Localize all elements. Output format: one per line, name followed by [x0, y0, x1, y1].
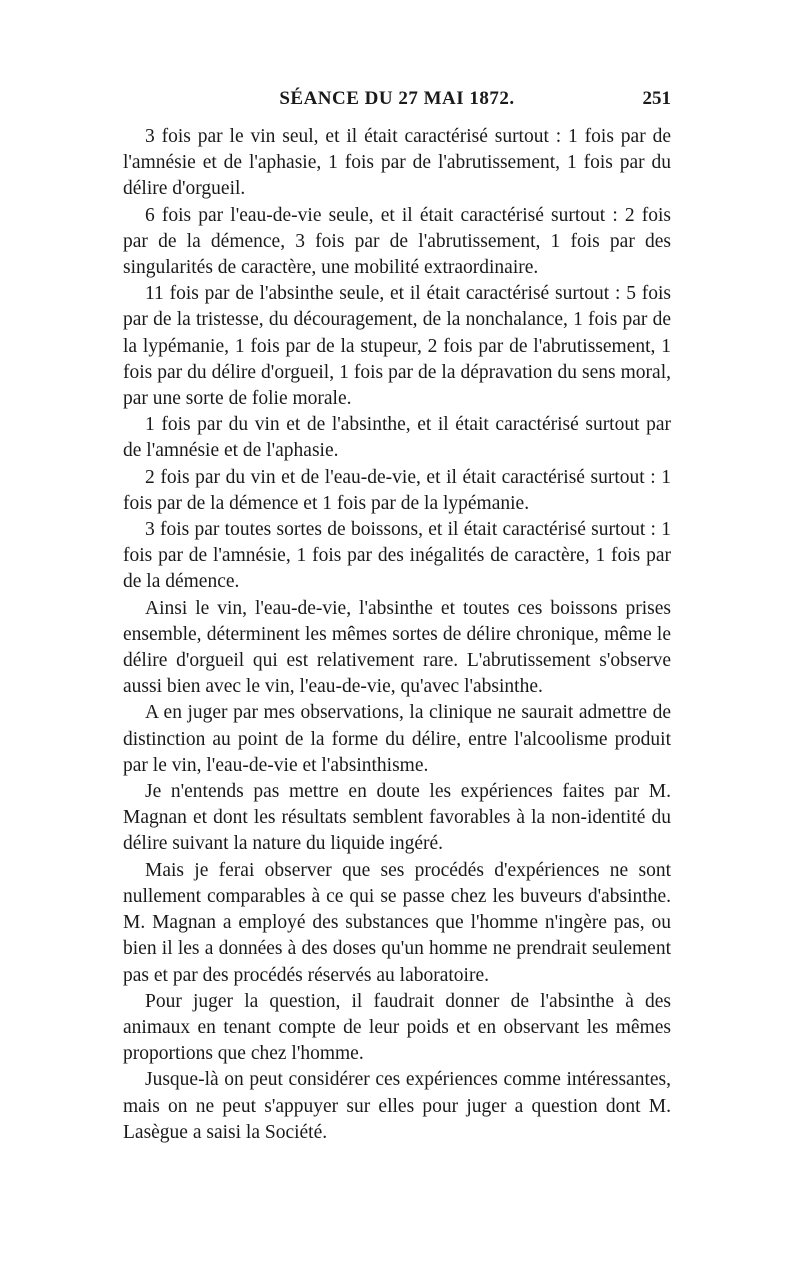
- paragraph: 2 fois par du vin et de l'eau-de-vie, et il était caractérisé surtout : 1 fois par de la démence et 1 fois par de la lypémanie.: [123, 466, 671, 514]
- paragraph: 6 fois par l'eau-de-vie seule, et il était caractérisé surtout : 2 fois par de la démence, 3 fois par de l'abrutissement, 1 fois par des singularités de caractère, une mobilité extraordinaire.: [123, 204, 671, 279]
- paragraph: 3 fois par le vin seul, et il était caractérisé surtout : 1 fois par de l'amnésie et de l'aphasie, 1 fois par de l'abrutissement, 1 fois par du délire d'orgueil.: [123, 126, 671, 200]
- paragraph: 11 fois par de l'absinthe seule, et il était caractérisé surtout : 5 fois par de la tristesse, du découragement, de la nonchalance, 1 fois par de la lypémanie, 1 fois par de la stupeur, 2 fois par de l'abrutissement, 1 fois par du délire d'orgueil, 1 fois par de la dépravation du sens moral, par une sorte de folie morale.: [123, 283, 671, 410]
- book-page: [123, 88, 671, 1146]
- paragraph: A en juger par mes observations, la clinique ne saurait admettre de distinction au point de la forme du délire, entre l'alcoolisme produit par le vin, l'eau-de-vie et l'absinthisme.: [123, 702, 671, 776]
- paragraph: Jusque-là on peut considérer ces expériences comme intéressantes, mais on ne peut s'appuyer sur elles pour juger a question dont M. Lasègue a saisi la Société.: [123, 1069, 671, 1143]
- paragraph: Je n'entends pas mettre en doute les expériences faites par M. Magnan et dont les résultats semblent favorables à la non-identité du délire suivant la nature du liquide ingéré.: [123, 781, 671, 855]
- paragraph: 1 fois par du vin et de l'absinthe, et il était caractérisé surtout par de l'amnésie et de l'aphasie.: [123, 414, 671, 462]
- running-head: [123, 88, 671, 118]
- paragraph: Ainsi le vin, l'eau-de-vie, l'absinthe et toutes ces boissons prises ensemble, déterminent les mêmes sortes de délire chronique, même le délire d'orgueil qui est relativement rare. L'abrutissement s'observe aussi bien avec le vin, l'eau-de-vie, qu'avec l'absinthe.: [123, 597, 671, 698]
- paragraph: Pour juger la question, il faudrait donner de l'absinthe à des animaux en tenant compte de leur poids et en observant les mêmes proportions que chez l'homme.: [123, 990, 671, 1065]
- paragraph: 3 fois par toutes sortes de boissons, et il était caractérisé surtout : 1 fois par de l'amnésie, 1 fois par des inégalités de caractère, 1 fois par de la démence.: [123, 519, 671, 593]
- paragraph: Mais je ferai observer que ses procédés d'expériences ne sont nullement comparables à ce qui se passe chez les buveurs d'absinthe. M. Magnan a employé des substances que l'homme n'ingère pas, ou bien il les a données à des doses qu'un homme ne prendrait seulement pas et par des procédés réservés au laboratoire.: [123, 859, 671, 986]
- running-title: SÉANCE DU 27 MAI 1872.: [279, 88, 515, 109]
- page-number: 251: [642, 88, 671, 109]
- body-text: [123, 124, 671, 1146]
